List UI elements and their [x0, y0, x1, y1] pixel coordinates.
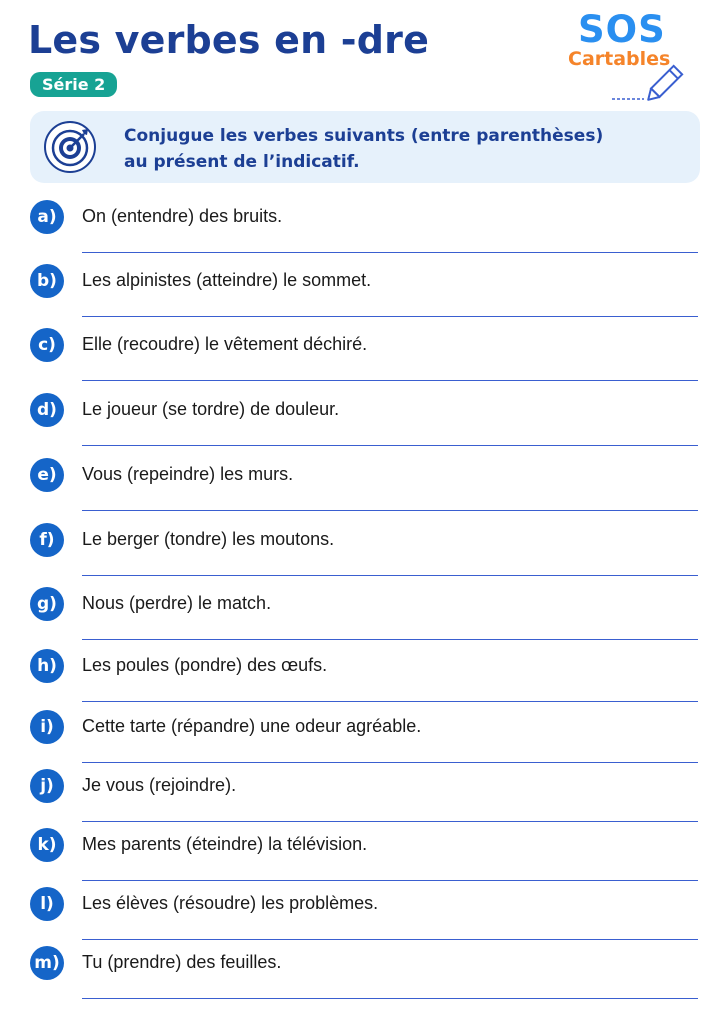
exercise-letter: k) — [30, 828, 64, 862]
exercise-letter: h) — [30, 649, 64, 683]
exercise-item — [30, 523, 700, 583]
exercise-item — [30, 649, 700, 709]
logo — [560, 6, 700, 106]
exercise-item — [30, 887, 700, 947]
answer-line[interactable] — [82, 880, 698, 881]
answer-line[interactable] — [82, 510, 698, 511]
exercise-item — [30, 328, 700, 388]
answer-line[interactable] — [82, 575, 698, 576]
exercise-sentence: Nous (perdre) le match. — [82, 593, 272, 613]
page-title: Les verbes en -dre — [28, 18, 430, 62]
instruction-box — [30, 111, 700, 183]
exercise-sentence: Le berger (tondre) les moutons. — [82, 529, 335, 549]
answer-line[interactable] — [82, 445, 698, 446]
pencil-icon — [610, 54, 692, 104]
exercise-letter: a) — [30, 200, 64, 234]
instruction-line-2: au présent de l’indicatif. — [124, 152, 360, 172]
exercise-item — [30, 587, 700, 647]
instruction-text — [124, 123, 603, 175]
exercise-sentence: Les élèves (résoudre) les problèmes. — [82, 893, 379, 913]
exercise-item — [30, 264, 700, 324]
target-icon — [44, 121, 96, 173]
answer-line[interactable] — [82, 821, 698, 822]
answer-line[interactable] — [82, 252, 698, 253]
exercise-sentence: Je vous (rejoindre). — [82, 775, 237, 795]
exercise-sentence: Les alpinistes (atteindre) le sommet. — [82, 270, 372, 290]
exercise-sentence: On (entendre) des bruits. — [82, 206, 283, 226]
logo-sos-text: SOS — [578, 8, 666, 51]
exercise-sentence: Mes parents (éteindre) la télévision. — [82, 834, 368, 854]
answer-line[interactable] — [82, 316, 698, 317]
exercise-sentence: Les poules (pondre) des œufs. — [82, 655, 328, 675]
exercise-item — [30, 769, 700, 829]
exercise-letter: c) — [30, 328, 64, 362]
exercise-letter: b) — [30, 264, 64, 298]
exercise-sentence: Tu (prendre) des feuilles. — [82, 952, 282, 972]
exercise-item — [30, 946, 700, 1006]
exercise-sentence: Elle (recoudre) le vêtement déchiré. — [82, 334, 368, 354]
exercise-letter: g) — [30, 587, 64, 621]
exercise-sentence: Le joueur (se tordre) de douleur. — [82, 399, 340, 419]
exercise-item — [30, 458, 700, 518]
answer-line[interactable] — [82, 939, 698, 940]
answer-line[interactable] — [82, 639, 698, 640]
exercise-sentence: Cette tarte (répandre) une odeur agréable. — [82, 716, 422, 736]
instruction-line-1: Conjugue les verbes suivants (entre parenthèses) — [124, 126, 604, 146]
series-badge: Série 2 — [30, 72, 117, 97]
exercise-item — [30, 200, 700, 260]
exercise-letter: j) — [30, 769, 64, 803]
exercise-letter: d) — [30, 393, 64, 427]
exercise-item — [30, 710, 700, 770]
answer-line[interactable] — [82, 998, 698, 999]
answer-line[interactable] — [82, 380, 698, 381]
exercise-item — [30, 393, 700, 453]
exercise-letter: m) — [30, 946, 64, 980]
answer-line[interactable] — [82, 762, 698, 763]
exercise-item — [30, 828, 700, 888]
answer-line[interactable] — [82, 701, 698, 702]
logo-cartables-text: Cartables — [568, 48, 671, 70]
exercise-letter: e) — [30, 458, 64, 492]
exercise-letter: f) — [30, 523, 64, 557]
exercise-letter: l) — [30, 887, 64, 921]
exercise-letter: i) — [30, 710, 64, 744]
exercise-sentence: Vous (repeindre) les murs. — [82, 464, 294, 484]
